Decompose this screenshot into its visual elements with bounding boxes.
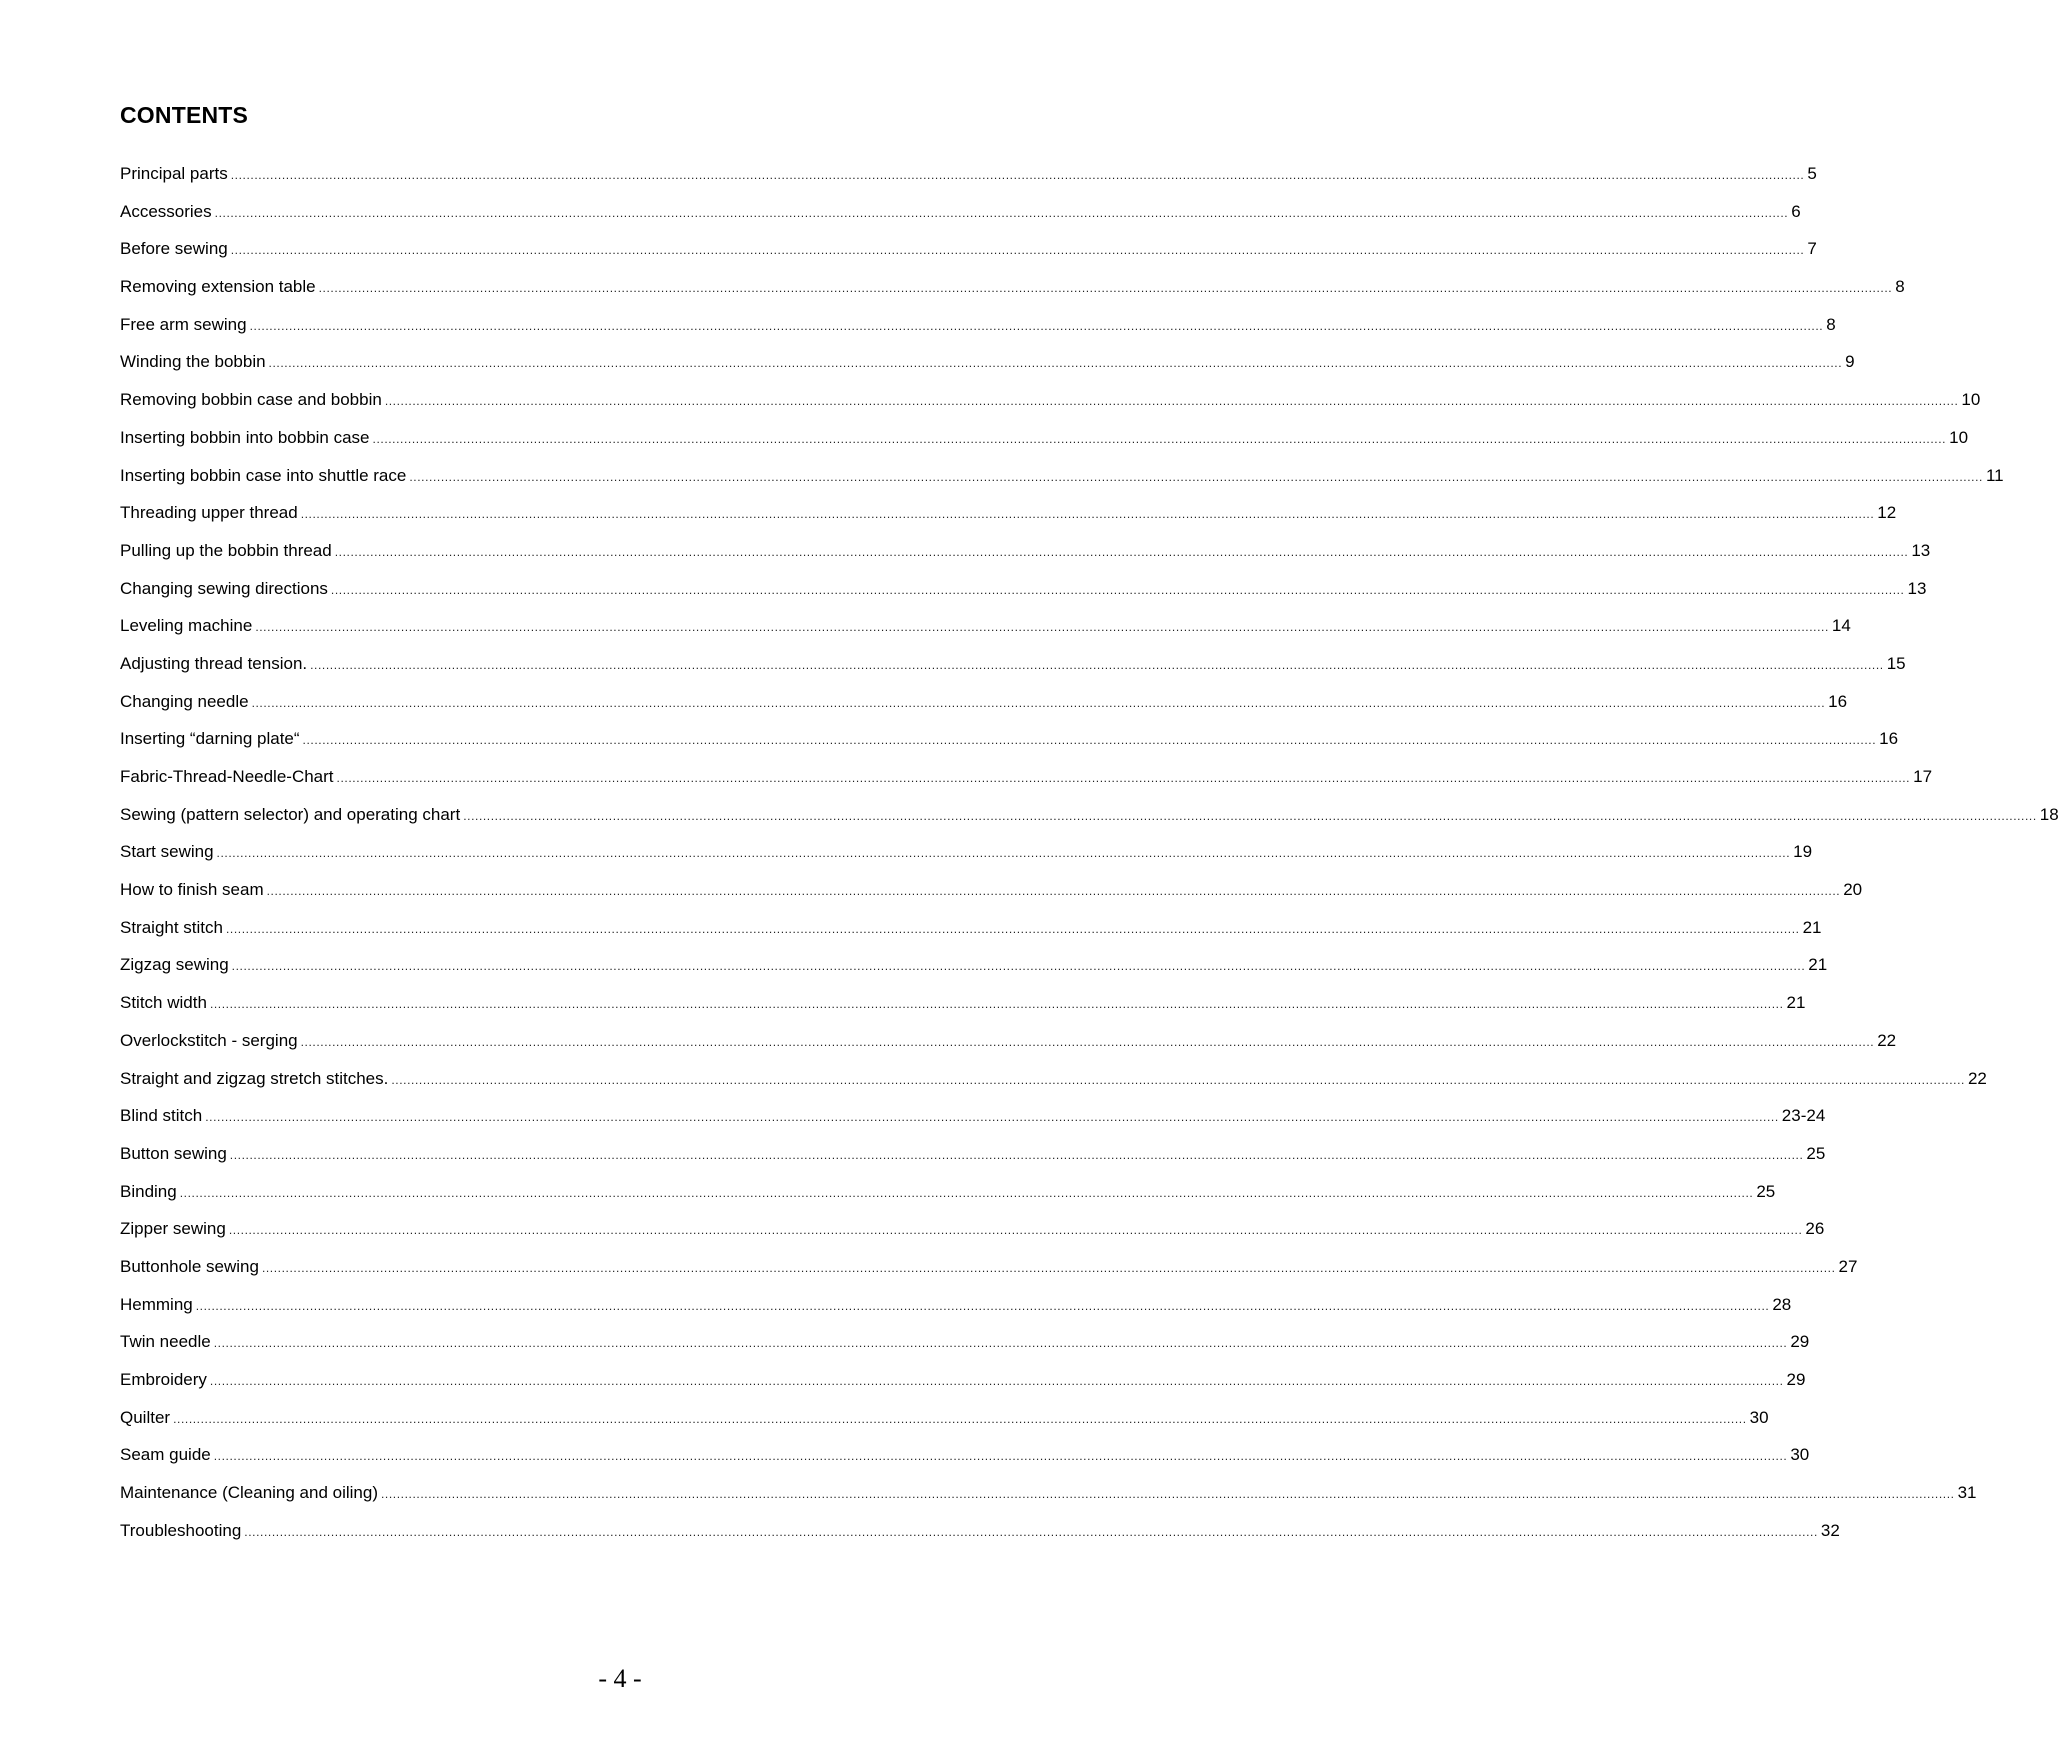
toc-entry-label: Free arm sewing [120,314,247,334]
toc-entry-label: Accessories [120,201,212,221]
toc-dot-leader: ................................................................................................................................................................................................................................................................................................................................................................................................................ [336,771,1911,785]
toc-entry[interactable] [120,238,1817,276]
toc-entry-label: Embroidery [120,1370,207,1389]
toc-entry-label: Changing needle [120,691,249,711]
toc-dot-leader: ................................................................................................................................................................................................................................................................................................................................................................................................................ [179,1185,1754,1200]
toc-dot-leader: ................................................................................................................................................................................................................................................................................................................................................................................................................ [261,1260,1836,1275]
toc-entry[interactable] [120,163,1817,201]
toc-entry-label: Binding [120,1181,177,1201]
toc-dot-leader: ................................................................................................................................................................................................................................................................................................................................................................................................................ [230,243,1805,258]
toc-entry-page-number: 30 [1790,1445,1810,1465]
toc-entry[interactable] [120,879,1863,917]
toc-dot-leader: ................................................................................................................................................................................................................................................................................................................................................................................................................ [255,620,1829,635]
toc-entry-page-number: 25 [1756,1181,1776,1201]
toc-entry-page-number: 22 [1877,1030,1897,1050]
toc-entry-page-number: 13 [1911,540,1931,560]
toc-entry[interactable] [120,766,1933,804]
toc-entry-page-number: 30 [1749,1407,1769,1427]
toc-entry-label: Adjusting thread tension. [120,653,308,673]
toc-entry[interactable] [120,427,1969,465]
toc-dot-leader: ................................................................................................................................................................................................................................................................................................................................................................................................................ [209,997,1784,1012]
toc-dot-leader: ................................................................................................................................................................................................................................................................................................................................................................................................................ [384,394,1959,409]
toc-entry[interactable] [120,389,1981,427]
toc-entry-page-number: 27 [1838,1256,1858,1276]
toc-dot-leader: ................................................................................................................................................................................................................................................................................................................................................................................................................ [216,846,1791,861]
toc-entry-page-number: 17 [1913,767,1933,786]
toc-entry[interactable] [120,615,1851,653]
toc-entry-label: Changing sewing directions [120,578,328,598]
toc-entry-label: Winding the bobbin [120,352,266,372]
toc-entry-page-number: 11 [1985,465,2004,485]
toc-entry-page-number: 15 [1886,653,1906,673]
toc-dot-leader: ................................................................................................................................................................................................................................................................................................................................................................................................................ [205,1110,1779,1125]
toc-dot-leader: ................................................................................................................................................................................................................................................................................................................................................................................................................ [226,921,1800,936]
toc-entry[interactable] [120,314,1836,352]
toc-entry-page-number: 14 [1831,616,1851,636]
toc-dot-leader: ................................................................................................................................................................................................................................................................................................................................................................................................................ [268,356,1843,371]
page-title: CONTENTS [120,102,249,128]
toc-entry-label: Troubleshooting [120,1520,242,1540]
toc-entry-page-number: 32 [1820,1520,1840,1540]
toc-dot-leader: ................................................................................................................................................................................................................................................................................................................................................................................................................ [330,582,1905,597]
toc-dot-leader: ................................................................................................................................................................................................................................................................................................................................................................................................................ [251,695,1826,710]
toc-entry[interactable] [120,1482,1977,1520]
toc-entry-page-number: 8 [1826,314,1836,334]
toc-entry-label: Removing bobbin case and bobbin [120,390,382,410]
toc-entry-page-number: 29 [1786,1370,1806,1389]
toc-dot-leader: ................................................................................................................................................................................................................................................................................................................................................................................................................ [266,884,1841,899]
toc-dot-leader: ................................................................................................................................................................................................................................................................................................................................................................................................................ [195,1298,1770,1313]
toc-entry-page-number: 22 [1967,1068,1987,1088]
toc-entry-page-number: 23-24 [1781,1106,1826,1126]
toc-entry-page-number: 16 [1879,729,1899,749]
toc-dot-leader: ................................................................................................................................................................................................................................................................................................................................................................................................................ [334,544,1909,559]
toc-entry-page-number: 7 [1807,239,1817,259]
toc-entry-page-number: 28 [1772,1294,1792,1314]
toc-entry[interactable] [120,540,1931,578]
toc-dot-leader: ................................................................................................................................................................................................................................................................................................................................................................................................................ [372,431,1947,446]
toc-dot-leader: ................................................................................................................................................................................................................................................................................................................................................................................................................ [228,1223,1803,1238]
toc-entry[interactable] [120,1030,1897,1068]
toc-dot-leader: ................................................................................................................................................................................................................................................................................................................................................................................................................ [173,1411,1747,1426]
toc-entry-label: Inserting bobbin into bobbin case [120,427,370,447]
toc-entry-label: Zigzag sewing [120,955,229,975]
toc-dot-leader: ................................................................................................................................................................................................................................................................................................................................................................................................................ [318,281,1893,296]
toc-entry[interactable] [120,1294,1792,1332]
toc-entry-label: Buttonhole sewing [120,1256,259,1276]
toc-entry-label: Twin needle [120,1332,211,1352]
toc-entry-label: Hemming [120,1294,193,1314]
toc-entry[interactable] [120,804,2059,842]
toc-entry-page-number: 18 [2039,804,2059,824]
toc-dot-leader: ................................................................................................................................................................................................................................................................................................................................................................................................................ [310,657,1884,672]
toc-entry[interactable] [120,1520,1840,1558]
toc-entry-page-number: 10 [1961,390,1981,410]
toc-entry-page-number: 10 [1949,427,1969,447]
toc-dot-leader: ................................................................................................................................................................................................................................................................................................................................................................................................................ [214,205,1789,220]
toc-entry-page-number: 9 [1845,352,1855,372]
toc-entry-label: How to finish seam [120,880,264,900]
toc-entry[interactable] [120,691,1848,729]
toc-entry-label: Overlockstitch - serging [120,1030,298,1050]
toc-entry-page-number: 5 [1807,164,1817,183]
toc-dot-leader: ................................................................................................................................................................................................................................................................................................................................................................................................................ [300,1034,1875,1049]
toc-entry[interactable] [120,201,1801,239]
toc-entry[interactable] [120,954,1828,992]
toc-entry-label: Maintenance (Cleaning and oiling) [120,1483,378,1503]
toc-entry-label: Principal parts [120,164,228,183]
toc-entry[interactable] [120,1218,1825,1256]
toc-entry[interactable] [120,502,1897,540]
toc-dot-leader: ................................................................................................................................................................................................................................................................................................................................................................................................................ [302,733,1877,748]
toc-dot-leader: ................................................................................................................................................................................................................................................................................................................................................................................................................ [249,318,1824,333]
toc-entry[interactable] [120,917,1822,955]
toc-entry-label: Button sewing [120,1143,227,1163]
toc-entry-label: Removing extension table [120,277,316,297]
toc-entry-label: Sewing (pattern selector) and operating chart [120,804,461,824]
toc-entry-label: Inserting bobbin case into shuttle race [120,465,407,485]
toc-entry-page-number: 20 [1843,880,1863,900]
toc-entry-label: Stitch width [120,993,207,1013]
toc-entry[interactable] [120,1105,1826,1143]
toc-dot-leader: ................................................................................................................................................................................................................................................................................................................................................................................................................ [229,1147,1804,1162]
toc-entry[interactable] [120,578,1927,616]
toc-entry-page-number: 29 [1790,1332,1810,1352]
toc-dot-leader: ................................................................................................................................................................................................................................................................................................................................................................................................................ [209,1374,1784,1388]
toc-dot-leader: ................................................................................................................................................................................................................................................................................................................................................................................................................ [409,469,1983,484]
toc-entry-page-number: 31 [1957,1483,1977,1503]
toc-entry[interactable] [120,1068,1987,1106]
toc-dot-leader: ................................................................................................................................................................................................................................................................................................................................................................................................................ [230,168,1805,182]
toc-entry[interactable] [120,1331,1810,1369]
toc-entry[interactable] [120,1369,1806,1407]
toc-entry[interactable] [120,465,2004,503]
toc-entry-page-number: 8 [1895,277,1905,297]
toc-entry-label: Start sewing [120,842,214,862]
toc-dot-leader: ................................................................................................................................................................................................................................................................................................................................................................................................................ [213,1336,1788,1351]
toc-entry-label: Seam guide [120,1445,211,1465]
toc-entry-page-number: 13 [1907,578,1927,598]
toc-entry-page-number: 25 [1806,1143,1826,1163]
toc-entry-page-number: 16 [1828,691,1848,711]
toc-dot-leader: ................................................................................................................................................................................................................................................................................................................................................................................................................ [231,959,1806,974]
toc-dot-leader: ................................................................................................................................................................................................................................................................................................................................................................................................................ [463,808,2037,823]
toc-entry[interactable] [120,1256,1858,1294]
toc-entry[interactable] [120,1444,1810,1482]
page-number-footer: - 4 - [598,1664,642,1693]
toc-entry-page-number: 21 [1802,917,1822,937]
toc-entry[interactable] [120,728,1899,766]
toc-dot-leader: ................................................................................................................................................................................................................................................................................................................................................................................................................ [381,1487,1955,1502]
toc-dot-leader: ................................................................................................................................................................................................................................................................................................................................................................................................................ [300,507,1875,522]
toc-entry-label: Pulling up the bobbin thread [120,540,332,560]
toc-entry-label: Fabric-Thread-Needle-Chart [120,767,334,786]
toc-entry[interactable] [120,653,1906,691]
toc-entry[interactable] [120,1143,1826,1181]
toc-entry[interactable] [120,841,1813,879]
toc-entry[interactable] [120,1407,1769,1445]
toc-entry-label: Straight and zigzag stretch stitches. [120,1068,389,1088]
toc-dot-leader: ................................................................................................................................................................................................................................................................................................................................................................................................................ [244,1524,1818,1539]
toc-entry-page-number: 21 [1808,955,1828,975]
toc-entry[interactable] [120,1181,1776,1219]
toc-dot-leader: ................................................................................................................................................................................................................................................................................................................................................................................................................ [213,1449,1788,1464]
toc-entry-label: Quilter [120,1407,171,1427]
toc-entry-page-number: 21 [1786,993,1806,1013]
toc-entry-label: Blind stitch [120,1106,203,1126]
toc-entry-page-number: 19 [1793,842,1813,862]
table-of-contents [120,163,2059,1557]
toc-entry-page-number: 26 [1805,1219,1825,1239]
toc-entry[interactable] [120,992,1806,1030]
toc-entry-page-number: 12 [1877,503,1897,523]
toc-dot-leader: ................................................................................................................................................................................................................................................................................................................................................................................................................ [391,1072,1965,1087]
toc-entry-label: Threading upper thread [120,503,298,523]
toc-entry-label: Zipper sewing [120,1219,226,1239]
toc-entry-page-number: 6 [1791,201,1801,221]
toc-entry-label: Leveling machine [120,616,253,636]
toc-entry[interactable] [120,276,1905,314]
toc-entry-label: Inserting “darning plate“ [120,729,300,749]
toc-entry[interactable] [120,351,1855,389]
toc-entry-label: Straight stitch [120,917,223,937]
toc-entry-label: Before sewing [120,239,228,259]
